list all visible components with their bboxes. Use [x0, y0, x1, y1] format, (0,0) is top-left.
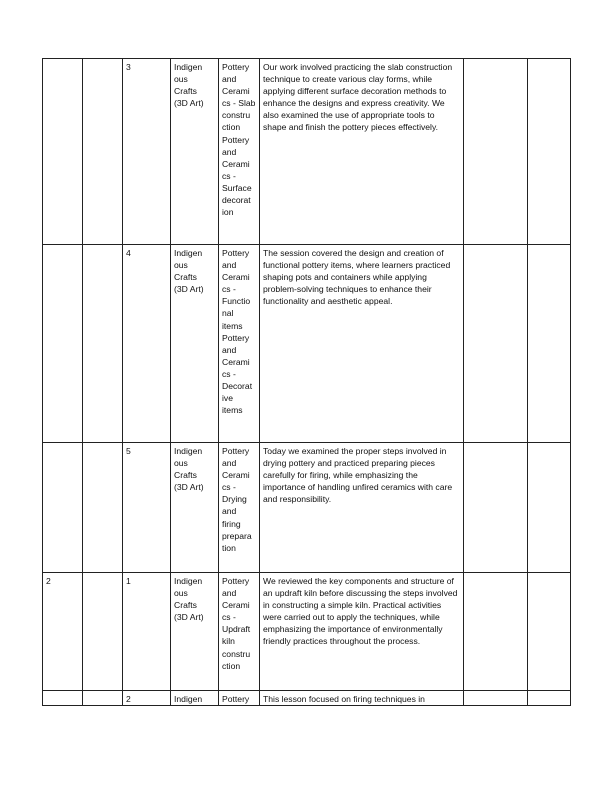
- cell-line: ive: [222, 393, 233, 404]
- scheme-of-work-table: [42, 58, 571, 706]
- cell-line: ction: [222, 122, 241, 133]
- cell-line: nal: [222, 308, 234, 319]
- substrand-cell: [219, 573, 260, 691]
- substrand-cell: [219, 59, 260, 245]
- strand-cell: [171, 573, 219, 691]
- week-cell: [43, 245, 83, 443]
- cell-line: cs -: [222, 284, 236, 295]
- strand-cell: [171, 59, 219, 245]
- cell-line: ous: [174, 260, 188, 271]
- cell-line: Pottery: [222, 576, 250, 586]
- cell-line: (3D Art): [174, 612, 204, 623]
- cell-line: kiln: [222, 636, 235, 647]
- cell-line: items: [222, 405, 243, 416]
- cell-line: cs -: [222, 368, 236, 379]
- cell-line: Functio: [222, 296, 251, 307]
- cell-line: and: [222, 74, 237, 85]
- cell-line: constru: [222, 110, 251, 121]
- lesson-cell: 3: [123, 59, 171, 245]
- blank-cell: [528, 443, 571, 573]
- cell-line: Crafts: [174, 86, 197, 97]
- lesson-cell: 1: [123, 573, 171, 691]
- cell-line: ous: [174, 458, 188, 469]
- cell-line: Indigen: [174, 694, 203, 704]
- cell-line: cs -: [222, 482, 236, 493]
- cell-line: Drying: [222, 494, 247, 505]
- substrand-cell: [219, 443, 260, 573]
- table-row: [43, 691, 571, 706]
- blank-cell: [528, 245, 571, 443]
- blank-cell: [528, 573, 571, 691]
- lesson-description: This lesson focused on firing techniques in: [260, 691, 464, 706]
- blank-cell: [528, 59, 571, 245]
- cell-line: items: [222, 320, 243, 331]
- cell-line: ous: [174, 588, 188, 599]
- empty-cell: [83, 245, 123, 443]
- cell-line: and: [222, 588, 237, 599]
- lesson-cell: 5: [123, 443, 171, 573]
- cell-line: Surface: [222, 182, 252, 193]
- cell-line: Pottery: [222, 248, 250, 258]
- cell-line: and: [222, 506, 237, 517]
- lesson-description: We reviewed the key components and structure of an updraft kiln before discussing the steps involved in constructing a simple kiln. Practical activities were carried out to apply the techniques, while emphasizing the importance of environmentally friendly practices throughout the process.: [260, 573, 464, 691]
- week-cell: [43, 59, 83, 245]
- cell-line: Pottery: [222, 446, 250, 456]
- empty-cell: [83, 573, 123, 691]
- cell-line: Cerami: [222, 356, 250, 367]
- cell-line: (3D Art): [174, 284, 204, 295]
- cell-line: cs -: [222, 612, 236, 623]
- cell-line: ion: [222, 207, 234, 218]
- cell-line: Indigen: [174, 446, 203, 456]
- lesson-cell: 4: [123, 245, 171, 443]
- strand-cell: [171, 691, 219, 706]
- cell-line: Crafts: [174, 470, 197, 481]
- cell-line: tion: [222, 542, 236, 553]
- cell-line: ous: [174, 74, 188, 85]
- table-body: [43, 59, 571, 706]
- substrand-cell: [219, 245, 260, 443]
- empty-cell: [83, 59, 123, 245]
- strand-cell: [171, 245, 219, 443]
- week-cell: 2: [43, 573, 83, 691]
- cell-line: firing: [222, 518, 241, 529]
- substrand-cell: [219, 691, 260, 706]
- empty-cell: [83, 443, 123, 573]
- cell-line: ction: [222, 660, 241, 671]
- cell-line: Updraft: [222, 624, 251, 635]
- table-row: [43, 573, 571, 691]
- cell-line: Cerami: [222, 158, 250, 169]
- blank-cell: [464, 245, 528, 443]
- cell-line: Pottery: [222, 62, 250, 72]
- cell-line: cs -: [222, 170, 236, 181]
- cell-line: Pottery: [222, 332, 250, 343]
- cell-line: Cerami: [222, 272, 250, 283]
- cell-line: (3D Art): [174, 98, 204, 109]
- lesson-description: The session covered the design and creation of functional pottery items, where learners practiced shaping pots and containers while applying problem-solving techniques to enhance their functionality and aesthetic appeal.: [260, 245, 464, 443]
- cell-line: and: [222, 458, 237, 469]
- cell-line: and: [222, 146, 237, 157]
- cell-line: cs - Slab: [222, 98, 256, 109]
- cell-line: prepara: [222, 530, 252, 541]
- cell-line: Indigen: [174, 248, 203, 258]
- blank-cell: [464, 59, 528, 245]
- cell-line: and: [222, 344, 237, 355]
- cell-line: Crafts: [174, 600, 197, 611]
- table-row: [43, 245, 571, 443]
- blank-cell: [464, 573, 528, 691]
- blank-cell: [464, 443, 528, 573]
- blank-cell: [528, 691, 571, 706]
- cell-line: Decorat: [222, 381, 253, 392]
- cell-line: Pottery: [222, 694, 250, 704]
- cell-line: constru: [222, 648, 251, 659]
- cell-line: (3D Art): [174, 482, 204, 493]
- cell-line: decorat: [222, 195, 251, 206]
- table-row: [43, 59, 571, 245]
- week-cell: [43, 691, 83, 706]
- table-row: [43, 443, 571, 573]
- lesson-description: Our work involved practicing the slab construction technique to create various clay forms, while applying different surface decoration methods to enhance the designs and express creativity. We also examined the use of appropriate tools to shape and finish the pottery pieces effectively.: [260, 59, 464, 245]
- week-cell: [43, 443, 83, 573]
- empty-cell: [83, 691, 123, 706]
- cell-line: Indigen: [174, 576, 203, 586]
- lesson-cell: 2: [123, 691, 171, 706]
- lesson-description: Today we examined the proper steps involved in drying pottery and practiced preparing pieces carefully for firing, while emphasizing the importance of handling unfired ceramics with care and responsibility.: [260, 443, 464, 573]
- blank-cell: [464, 691, 528, 706]
- cell-line: Indigen: [174, 62, 203, 72]
- strand-cell: [171, 443, 219, 573]
- cell-line: Crafts: [174, 272, 197, 283]
- cell-line: Cerami: [222, 470, 250, 481]
- cell-line: Cerami: [222, 86, 250, 97]
- cell-line: and: [222, 260, 237, 271]
- cell-line: Pottery: [222, 134, 250, 145]
- cell-line: Cerami: [222, 600, 250, 611]
